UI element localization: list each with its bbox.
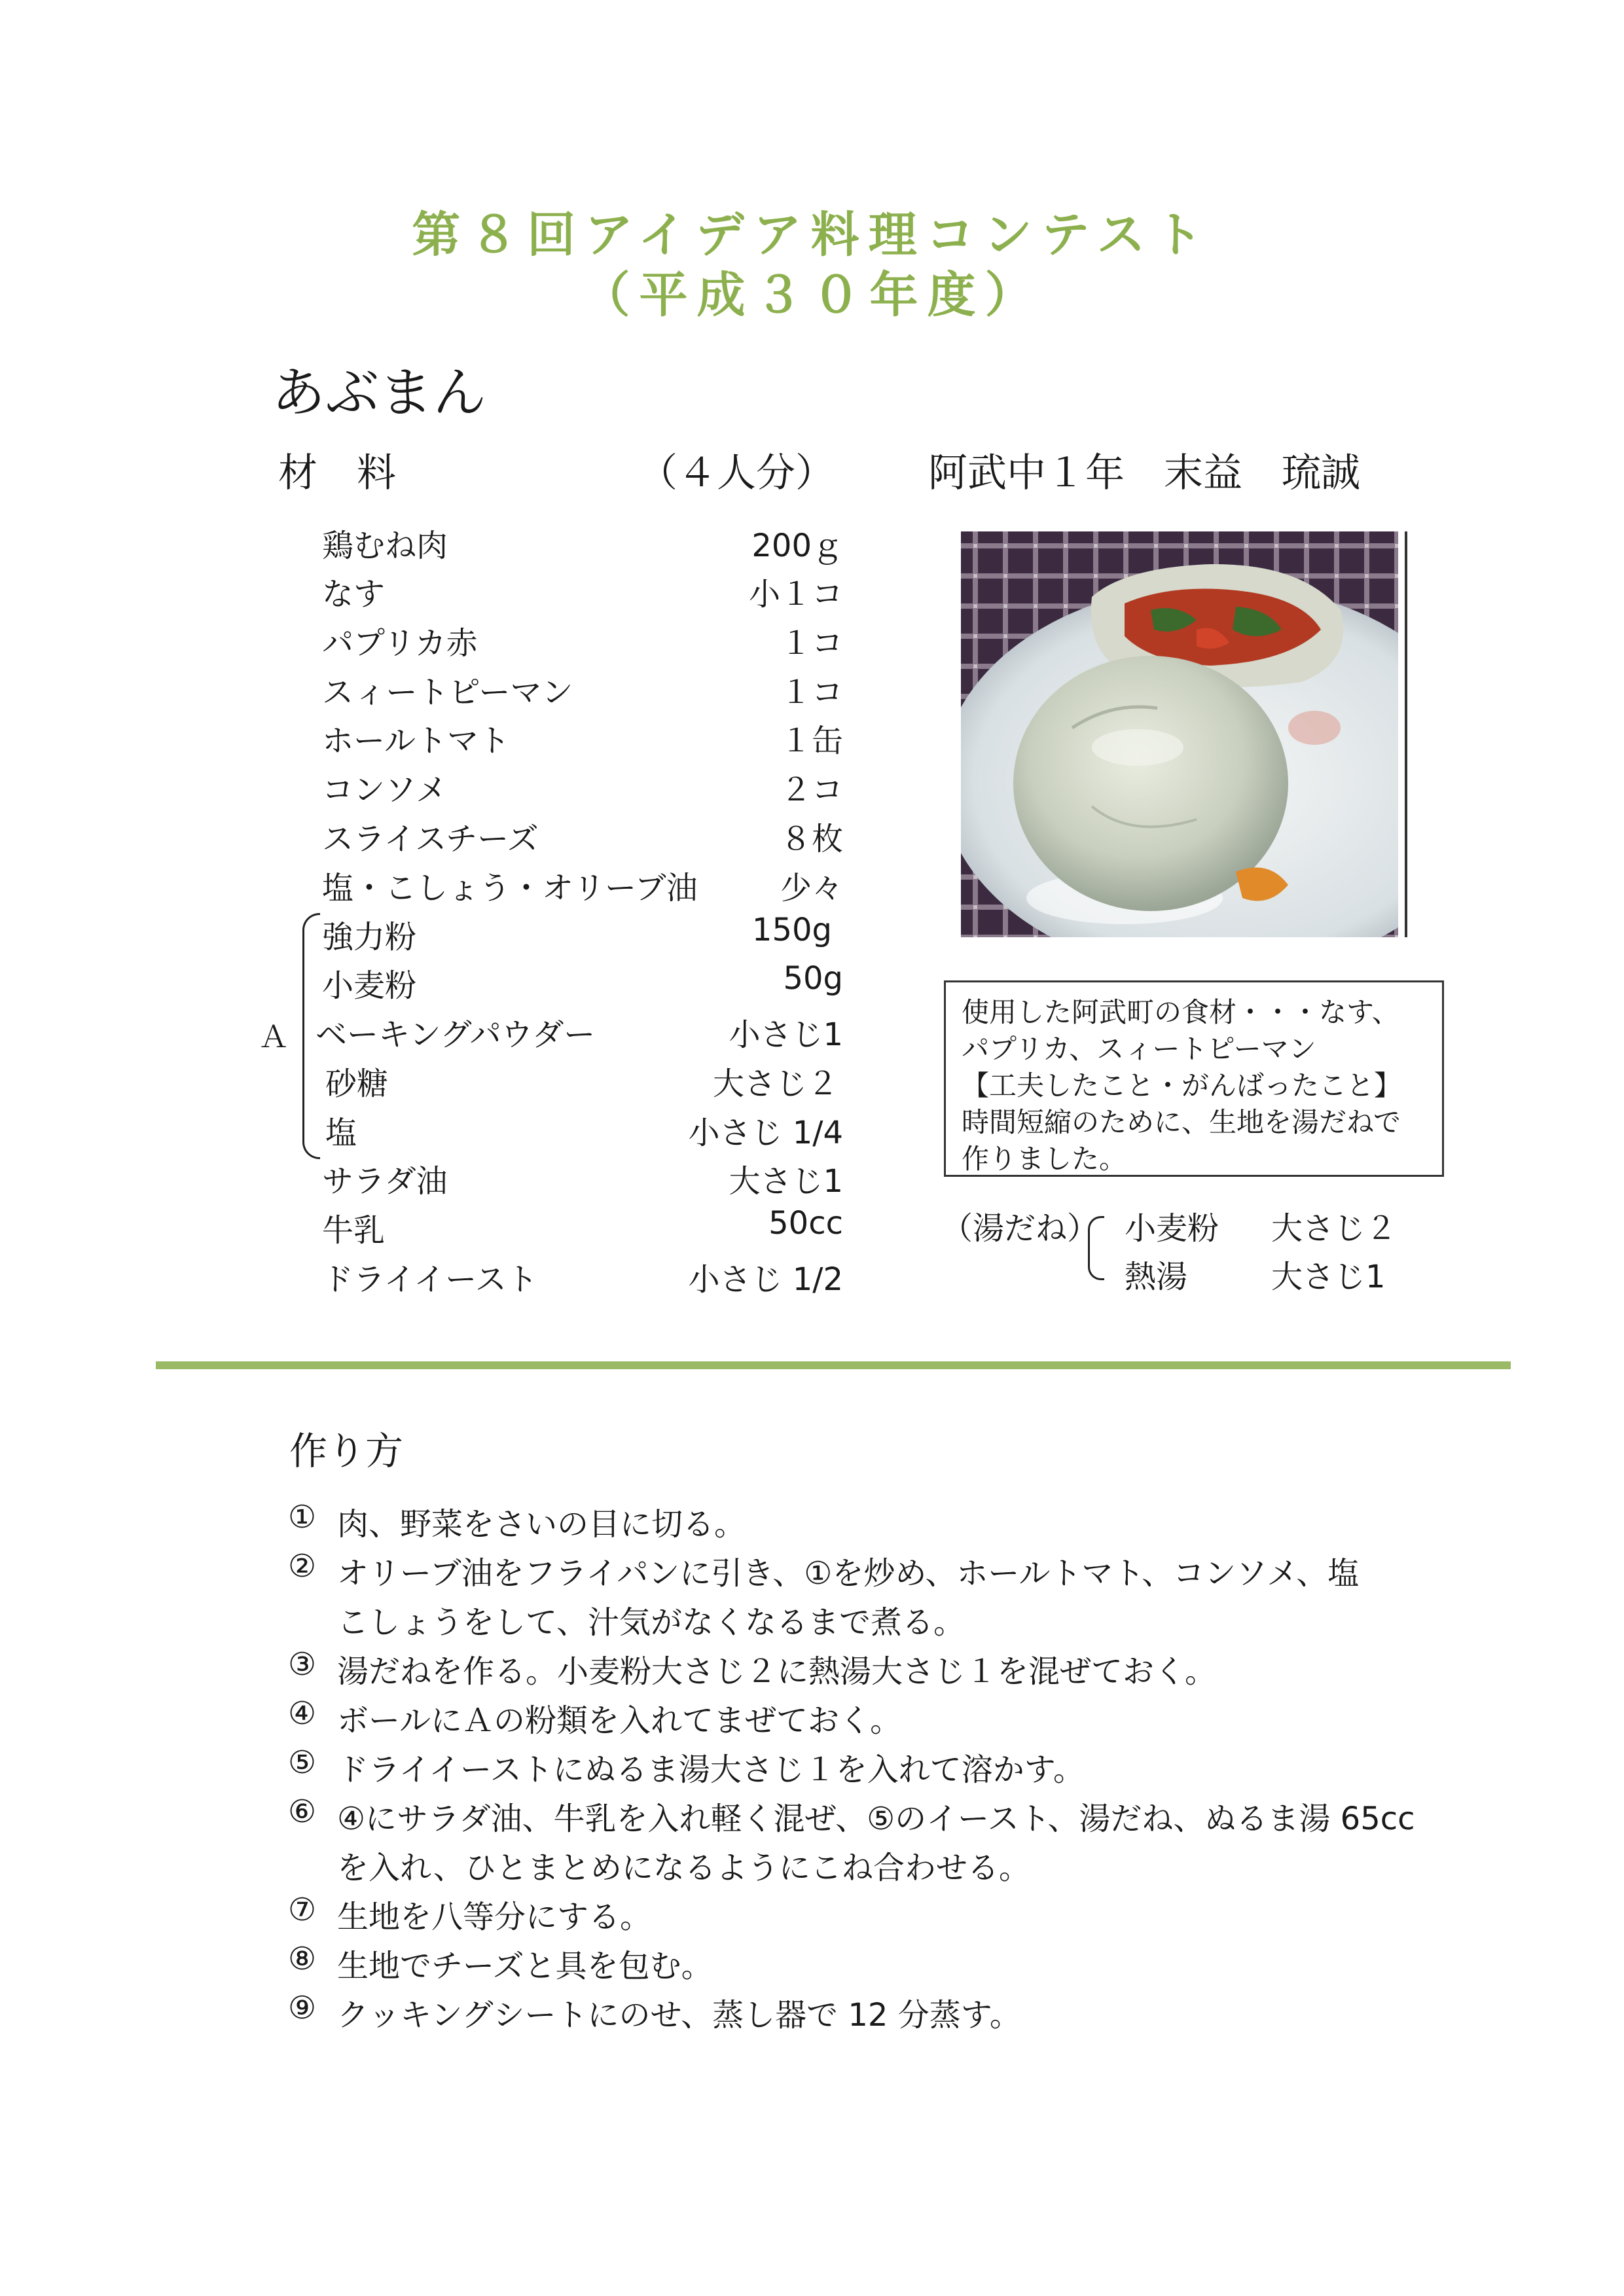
yudane-item-name: 熱湯	[1125, 1259, 1188, 1295]
note-line: 使用した阿武町の食材・・・なす、	[962, 996, 1399, 1028]
step-number: ①	[288, 1499, 317, 1535]
ingredient-qty: 小さじ 1/4	[688, 1115, 843, 1151]
step-text: オリーブ油をフライパンに引き、①を炒め、ホールトマト、コンソメ、塩	[337, 1555, 1360, 1592]
method-title: 作り方	[289, 1429, 404, 1473]
step-text: 生地を八等分にする。	[337, 1899, 652, 1935]
yudane-item-name: 小麦粉	[1125, 1210, 1219, 1247]
ingredient-name: 砂糖	[325, 1066, 389, 1102]
ingredient-qty: 150g	[751, 912, 832, 948]
step-text: 生地でチーズと具を包む。	[337, 1948, 713, 1984]
ingredient-name: 塩	[325, 1115, 357, 1151]
ingredient-name: スィートピーマン	[322, 674, 573, 711]
ingredient-name: なす	[322, 576, 386, 613]
recipe-title: あぶまん	[272, 362, 487, 424]
step-number: ③	[288, 1646, 317, 1683]
step-text: 湯だねを作る。小麦粉大さじ２に熱湯大さじ１を混ぜておく。	[337, 1653, 1217, 1690]
step-text: ④にサラダ油、牛乳を入れ軽く混ぜ、⑤のイースト、湯だね、ぬるま湯 65cc	[337, 1801, 1415, 1837]
ingredient-name: スライスチーズ	[322, 821, 539, 857]
materials-label: 材 料	[278, 450, 396, 496]
yudane-item-qty: 大さじ1	[1271, 1259, 1386, 1295]
author-label: 阿武中１年 末益 琉誠	[928, 450, 1360, 496]
ingredient-qty: １コ	[780, 625, 843, 662]
ingredient-qty: 50cc	[768, 1205, 843, 1242]
group-a-label: Ａ	[259, 1019, 289, 1054]
ingredient-name: ベーキングパウダー	[316, 1016, 596, 1053]
servings-label: （４人分）	[638, 450, 835, 496]
note-line: パプリカ、スィートピーマン	[962, 1033, 1316, 1065]
abuman-photo	[961, 531, 1413, 937]
ingredient-name: 小麦粉	[322, 967, 417, 1004]
step-text: ドライイーストにぬるま湯大さじ１を入れて溶かす。	[337, 1751, 1085, 1788]
yudane-brace	[1088, 1216, 1104, 1280]
contest-year: （平成３０年度）	[581, 267, 1043, 323]
step-number: ②	[288, 1548, 317, 1585]
ingredient-qty: 200ｇ	[751, 528, 843, 564]
ingredient-qty: ２コ	[780, 772, 843, 808]
step-text: 肉、野菜をさいの目に切る。	[337, 1506, 746, 1543]
step-number: ⑨	[288, 1990, 317, 2026]
section-divider	[156, 1361, 1511, 1369]
ingredient-name: パプリカ赤	[322, 625, 478, 662]
step-number: ⑥	[288, 1793, 317, 1830]
ingredient-qty: １缶	[780, 723, 843, 759]
step-number: ⑤	[288, 1744, 317, 1781]
ingredient-qty: 小さじ 1/2	[688, 1261, 843, 1298]
step-text: ボールにＡの粉類を入れてまぜておく。	[337, 1702, 902, 1739]
ingredient-qty: 50g	[783, 960, 843, 997]
step-number: ⑦	[288, 1892, 317, 1928]
note-box	[944, 980, 1444, 1177]
ingredient-qty: ８枚	[780, 821, 843, 857]
note-line: 時間短縮のために、生地を湯だねで	[962, 1106, 1401, 1138]
ingredient-qty: 大さじ２	[712, 1066, 839, 1102]
yudane-label: （湯だね）	[941, 1210, 1099, 1247]
note-line: 作りました。	[962, 1143, 1127, 1175]
ingredient-qty: 大さじ1	[729, 1163, 843, 1200]
ingredient-name: ドライイースト	[322, 1261, 538, 1298]
step-text: を入れ、ひとまとめになるようにこね合わせる。	[337, 1850, 1030, 1886]
note-line: 【工夫したこと・がんばったこと】	[962, 1069, 1402, 1102]
step-number: ⑧	[288, 1941, 317, 1977]
step-text: こしょうをして、汁気がなくなるまで煮る。	[337, 1604, 965, 1641]
step-number: ④	[288, 1695, 317, 1732]
ingredient-qty: 小１コ	[748, 576, 843, 613]
ingredient-name: 塩・こしょう・オリーブ油	[322, 870, 698, 906]
yudane-item-qty: 大さじ２	[1271, 1210, 1398, 1247]
ingredient-name: サラダ油	[322, 1163, 448, 1200]
ingredient-name: 鶏むね肉	[322, 528, 448, 564]
ingredient-qty: 小さじ1	[729, 1016, 843, 1053]
ingredient-name: ホールトマト	[322, 723, 511, 759]
step-text: クッキングシートにのせ、蒸し器で 12 分蒸す。	[337, 1997, 1021, 2034]
ingredient-name: 牛乳	[322, 1212, 386, 1249]
group-a-brace	[302, 913, 320, 1159]
ingredient-qty: 少々	[780, 870, 843, 906]
ingredient-name: 強力粉	[322, 919, 417, 956]
contest-title: 第８回アイデア料理コンテスト	[412, 207, 1212, 263]
ingredient-name: コンソメ	[322, 772, 448, 808]
ingredient-qty: １コ	[780, 674, 843, 711]
